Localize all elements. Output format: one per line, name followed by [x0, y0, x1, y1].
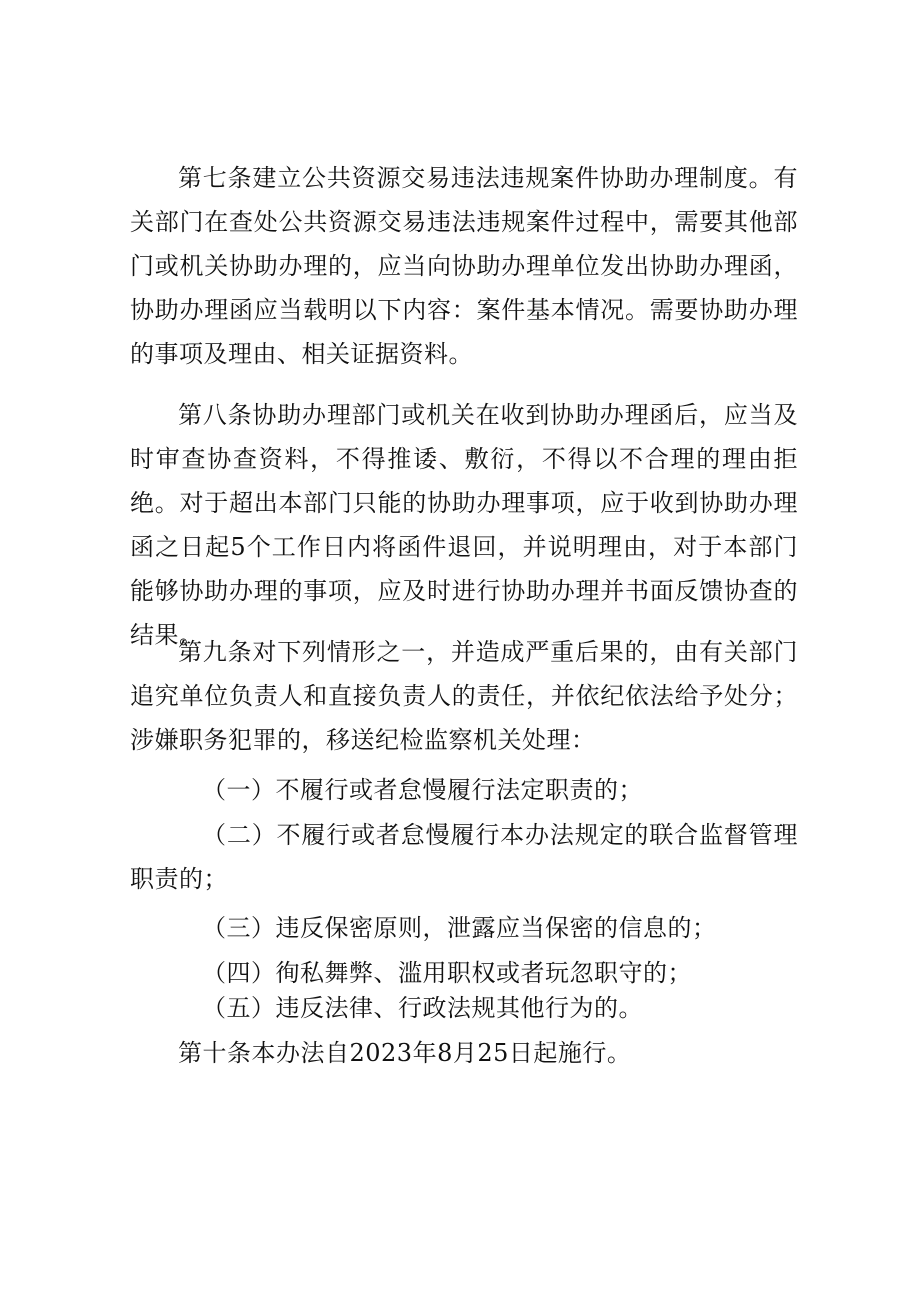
list-item: （三）违反保密原则，泄露应当保密的信息的；: [202, 914, 717, 942]
list-item: （二）不履行或者怠慢履行本办法规定的联合监督管理职责的；: [130, 821, 798, 893]
list-item: （四）徇私舞弊、滥用职权或者玩忽职守的；: [202, 959, 692, 987]
list-item: （五）违反法律、行政法规其他行为的。: [202, 994, 643, 1022]
article-7-paragraph: 第七条建立公共资源交易违法违规案件协助办理制度。有关部门在查处公共资源交易违法违规案件过程中，需要其他部门或机关协助办理的，应当向协助办理单位发出协助办理函，协助办理函应当载明以下内容：案件基本情况。需要协助办理的事项及理由、相关证据资料。: [130, 164, 798, 368]
article-9-paragraph: 第九条对下列情形之一，并造成严重后果的，由有关部门追究单位负责人和直接负责人的责任，并依纪依法给予处分；涉嫌职务犯罪的，移送纪检监察机关处理：: [130, 638, 798, 754]
article-10-paragraph: 第十条本办法自2023年8月25日起施行。: [178, 1039, 632, 1067]
article-8-paragraph: 第八条协助办理部门或机关在收到协助办理函后，应当及时审查协查资料，不得推诿、敷衍，不得以不合理的理由拒绝。对于超出本部门只能的协助办理事项，应于收到协助办理函之日起5个工作日内将函件退回，并说明理由，对于本部门能够协助办理的事项，应及时进行协助办理并书面反馈协查的结果。: [130, 401, 798, 649]
list-item: （一）不履行或者怠慢履行法定职责的；: [202, 776, 643, 804]
